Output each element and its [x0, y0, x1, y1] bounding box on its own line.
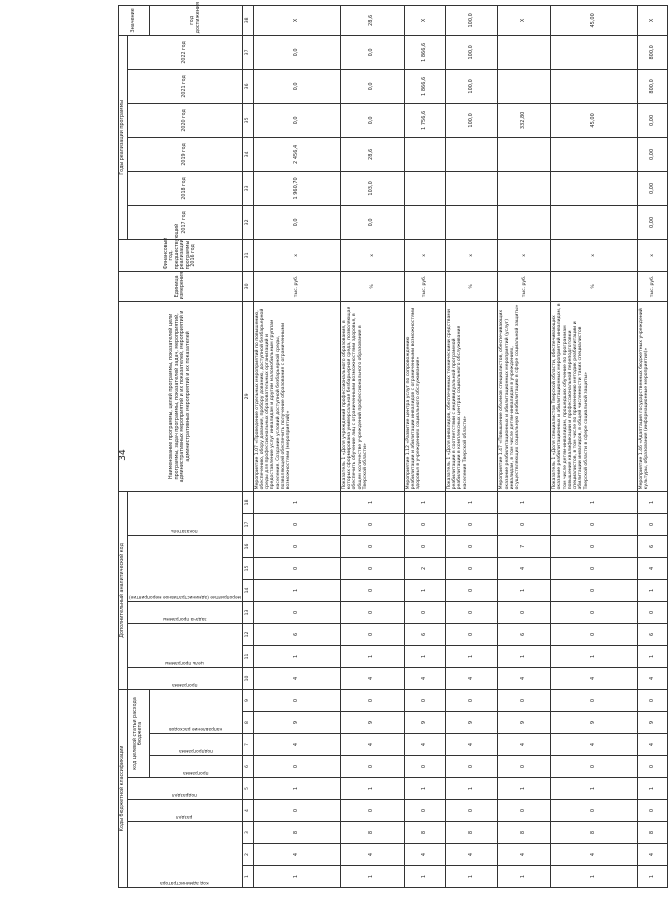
code-digit-cell: 1 — [498, 579, 551, 601]
row-2022-cell: 100,0 — [445, 35, 498, 69]
code-digit-cell: 4 — [445, 844, 498, 866]
code-digit-cell: 0 — [253, 689, 340, 711]
row-2020-cell: 1 756,6 — [404, 103, 445, 137]
subprogram-sub-header: подпрограмма — [150, 734, 242, 756]
code-digit-cell: 0 — [340, 601, 404, 623]
row-fin-year-cell: х — [638, 239, 668, 271]
year-2017-header: 2017 год — [127, 205, 242, 239]
code-digit-cell: 1 — [340, 491, 404, 513]
code-digit-cell: 1 — [445, 778, 498, 800]
code-digit-cell: 4 — [638, 734, 668, 756]
row-total-cell: Х — [498, 5, 551, 35]
code-digit-cell: 8 — [638, 822, 668, 844]
code-digit-cell: 4 — [550, 734, 637, 756]
rotated-table-wrapper — [118, 2, 655, 888]
code-digit-cell: 6 — [638, 623, 668, 645]
row-2018-cell — [445, 171, 498, 205]
year-2021-header: 2021 год — [127, 69, 242, 103]
code-digit-cell: 4 — [498, 667, 551, 689]
row-2017-cell: 0,00 — [638, 205, 668, 239]
row-name-cell: Мероприятие 1.12 «Развитие центра услуг по сопровождению реабилитации и абилитации инвалидов с ограниченными возможностями здоровья в учреждениях социального обслуживания» — [404, 301, 445, 491]
code-digit-cell: 0 — [550, 601, 637, 623]
row-unit-cell: % — [550, 271, 637, 301]
code-digit-cell: 0 — [445, 800, 498, 822]
code-digit-cell: 0 — [253, 800, 340, 822]
code-digit-cell: 0 — [253, 756, 340, 778]
row-2017-cell: 0,0 — [340, 205, 404, 239]
code-digit-cell: 0 — [340, 623, 404, 645]
table-row — [550, 5, 637, 887]
table-body — [253, 5, 667, 887]
row-2018-cell: 0,00 — [638, 171, 668, 205]
target-item-header: код целевой статьи расхода бюджета — [127, 689, 150, 777]
code-digit-cell: 0 — [253, 535, 340, 557]
row-name-cell: Показатель 1 «Доля инвалидов, обеспеченных техническими средствами реабилитации в соответствии с индивидуальной программой реабилитации в комплексных центрах социального обслуживания населения Тверской области» — [445, 301, 498, 491]
extra-code-header: Дополнительный аналитический код — [119, 491, 128, 689]
row-unit-cell: % — [445, 271, 498, 301]
code-digit-cell: 1 — [253, 645, 340, 667]
code-digit-cell: 0 — [498, 689, 551, 711]
row-2017-cell — [550, 205, 637, 239]
code-digit-cell: 4 — [404, 734, 445, 756]
row-2021-cell: 0,0 — [340, 69, 404, 103]
code-digit-cell: 0 — [253, 557, 340, 579]
row-total-cell: Х — [253, 5, 340, 35]
code-digit-cell: 4 — [498, 557, 551, 579]
code-digit-cell: 0 — [550, 557, 637, 579]
unit-header: Единица измерения — [119, 271, 243, 301]
code-digit-cell: 4 — [253, 734, 340, 756]
row-2020-cell: 100,0 — [445, 103, 498, 137]
measure-header: мероприятие (административное мероприятие) — [127, 535, 242, 601]
code-digit-cell: 1 — [498, 645, 551, 667]
code-digit-cell: 2 — [404, 557, 445, 579]
row-2019-cell: 2 456,4 — [253, 137, 340, 171]
code-digit-cell: 6 — [498, 623, 551, 645]
code-digit-cell: 0 — [445, 689, 498, 711]
row-name-cell: Мероприятие 1.46 «Адаптация государственных бюджетных учреждений культуры, образования (информационные мероприятия)» — [638, 301, 668, 491]
code-digit-cell: 1 — [638, 579, 668, 601]
code-digit-cell: 9 — [638, 712, 668, 734]
row-2018-cell: 1 960,70 — [253, 171, 340, 205]
code-digit-cell: 0 — [550, 689, 637, 711]
row-2017-cell — [498, 205, 551, 239]
row-2022-cell — [550, 35, 637, 69]
code-digit-cell: 0 — [498, 513, 551, 535]
table-row — [638, 5, 668, 887]
code-digit-cell: 0 — [498, 756, 551, 778]
code-digit-cell: 0 — [550, 800, 637, 822]
code-digit-cell: 8 — [445, 822, 498, 844]
code-digit-cell: 9 — [253, 712, 340, 734]
code-digit-cell: 0 — [340, 756, 404, 778]
row-2022-cell: 0,0 — [253, 35, 340, 69]
code-digit-cell: 8 — [498, 822, 551, 844]
row-2017-cell — [404, 205, 445, 239]
code-digit-cell: 8 — [550, 822, 637, 844]
code-digit-cell: 8 — [340, 822, 404, 844]
row-fin-year-cell: х — [404, 239, 445, 271]
year-2020-header: 2020 год — [127, 103, 242, 137]
code-digit-cell: 1 — [253, 866, 340, 888]
code-digit-cell: 0 — [445, 579, 498, 601]
code-digit-cell: 0 — [340, 579, 404, 601]
code-digit-cell: 4 — [340, 734, 404, 756]
code-digit-cell: 0 — [340, 535, 404, 557]
code-digit-cell: 9 — [445, 712, 498, 734]
code-digit-cell: 1 — [404, 778, 445, 800]
code-digit-cell: 0 — [404, 513, 445, 535]
code-digit-cell: 0 — [445, 601, 498, 623]
row-fin-year-cell: х — [340, 239, 404, 271]
budget-codes-header: Коды бюджетной классификации — [119, 689, 128, 887]
code-digit-cell: 0 — [404, 535, 445, 557]
code-digit-cell: 1 — [340, 778, 404, 800]
code-digit-cell: 0 — [404, 601, 445, 623]
code-digit-cell: 1 — [404, 491, 445, 513]
row-2017-cell: 0,0 — [253, 205, 340, 239]
code-digit-cell: 0 — [445, 623, 498, 645]
row-2021-cell: 100,0 — [445, 69, 498, 103]
code-digit-cell: 1 — [550, 491, 637, 513]
code-digit-cell: 0 — [404, 800, 445, 822]
row-2020-cell: 0,0 — [340, 103, 404, 137]
value-header: Значение — [119, 5, 150, 35]
code-digit-cell: 6 — [404, 623, 445, 645]
code-digit-cell: 0 — [550, 535, 637, 557]
row-total-cell: 28,6 — [340, 5, 404, 35]
code-digit-cell: 6 — [253, 623, 340, 645]
row-fin-year-cell: х — [445, 239, 498, 271]
row-unit-cell: тыс. руб. — [253, 271, 340, 301]
row-2017-cell — [445, 205, 498, 239]
code-digit-cell: 4 — [498, 844, 551, 866]
row-2018-cell — [404, 171, 445, 205]
code-digit-cell: 0 — [638, 601, 668, 623]
code-digit-cell: 1 — [638, 645, 668, 667]
row-2018-cell: 103,0 — [340, 171, 404, 205]
code-digit-cell: 0 — [498, 601, 551, 623]
years-header: Годы реализации программы — [119, 35, 128, 239]
row-2018-cell — [550, 171, 637, 205]
row-total-cell: 100,0 — [445, 5, 498, 35]
code-digit-cell: 0 — [638, 800, 668, 822]
row-name-cell: Мероприятие 1.07 «Проведение отдельных мероприятий по повышению, обеспечению, обору дования, пробору дованию, доступной безбарьерной среды для профессиональных образовательных организаций и предоставление услуг инвалидам и другим маломобильным группам населения. Создание условий доступной безбарьерной среды, позволяющей обеспечить получение образования с ограниченными возможностями (мероприятий)» — [253, 301, 340, 491]
table-row — [498, 5, 551, 887]
code-digit-cell: 0 — [445, 557, 498, 579]
row-2022-cell — [498, 35, 551, 69]
row-2021-cell: 0,0 — [253, 69, 340, 103]
table-row — [445, 5, 498, 887]
code-digit-cell: 9 — [340, 712, 404, 734]
row-total-cell: Х — [638, 5, 668, 35]
code-digit-cell: 1 — [550, 866, 637, 888]
row-2020-cell: 0,00 — [638, 103, 668, 137]
row-total-cell: Х — [404, 5, 445, 35]
code-digit-cell: 0 — [253, 601, 340, 623]
row-total-cell: 45,00 — [550, 5, 637, 35]
code-digit-cell: 0 — [404, 756, 445, 778]
code-digit-cell: 0 — [550, 756, 637, 778]
goal-header: цель программы — [127, 623, 242, 667]
code-digit-cell: 1 — [253, 778, 340, 800]
code-digit-cell: 4 — [253, 844, 340, 866]
code-digit-cell: 1 — [638, 778, 668, 800]
row-unit-cell: тыс. руб. — [404, 271, 445, 301]
code-digit-cell: 0 — [404, 689, 445, 711]
code-digit-cell: 1 — [445, 491, 498, 513]
program-table — [118, 2, 668, 888]
fin-year-header: Финансовый год, предшествующий реализации программы 2016 год — [119, 239, 243, 271]
code-digit-cell: 4 — [404, 667, 445, 689]
year-2022-header: 2022 год — [127, 35, 242, 69]
admin-code-header: код администратора — [127, 822, 242, 888]
table-row — [253, 5, 340, 887]
code-digit-cell: 4 — [638, 557, 668, 579]
code-digit-cell: 9 — [550, 712, 637, 734]
row-fin-year-cell: х — [550, 239, 637, 271]
code-digit-cell: 1 — [498, 491, 551, 513]
row-2019-cell — [404, 137, 445, 171]
code-digit-cell: 0 — [638, 689, 668, 711]
rotated-table-inner — [118, 2, 655, 888]
code-digit-cell: 8 — [404, 822, 445, 844]
code-digit-cell: 0 — [340, 800, 404, 822]
code-digit-cell: 1 — [404, 645, 445, 667]
row-2019-cell: 0,00 — [638, 137, 668, 171]
code-digit-cell: 0 — [445, 513, 498, 535]
code-digit-cell: 1 — [550, 645, 637, 667]
code-digit-cell: 6 — [638, 535, 668, 557]
code-digit-cell: 4 — [445, 734, 498, 756]
code-digit-cell: 0 — [550, 579, 637, 601]
program-sub-header: программа — [150, 756, 242, 778]
code-digit-cell: 1 — [550, 778, 637, 800]
row-unit-cell: тыс. руб. — [638, 271, 668, 301]
direction-sub-header: направление расходов — [150, 689, 242, 733]
row-2021-cell — [550, 69, 637, 103]
row-2019-cell — [445, 137, 498, 171]
code-digit-cell: 0 — [550, 513, 637, 535]
row-2021-cell — [498, 69, 551, 103]
row-unit-cell: % — [340, 271, 404, 301]
table-row — [340, 5, 404, 887]
row-name-cell: Показатель 1 «Доля специалистов Тверской области, обеспечивающих оказание реабилитационных и абилитационных мероприятий инвалидам, в том числе детям-инвалидам, прошедших обучение по программам повышения квалификации и профессиональной переподготовки специалистов, в том числе по применению методик реабилитации и абилитации инвалидов, в общей численности таких специалистов Тверской области в сфере социальной защиты» — [550, 301, 637, 491]
code-digit-cell: 1 — [498, 778, 551, 800]
program-code-header: программа — [127, 667, 242, 689]
code-digit-cell: 4 — [404, 844, 445, 866]
year-2019-header: 2019 год — [127, 137, 242, 171]
code-digit-cell: 0 — [638, 756, 668, 778]
table-row — [404, 5, 445, 887]
code-digit-cell: 1 — [253, 579, 340, 601]
row-2019-cell: 28,6 — [340, 137, 404, 171]
code-digit-cell: 9 — [404, 712, 445, 734]
code-digit-cell: 9 — [498, 712, 551, 734]
code-digit-cell: 0 — [445, 756, 498, 778]
row-name-cell: Показатель 1 «Доля учреждений профессионального образования, в которых сформирована универсальная безбарьерная среда, позволяющая обеспечить обучение лиц с ограниченными возможностями здоровья, в общем количестве учреждений профессионального образования в Тверской области» — [340, 301, 404, 491]
code-digit-cell: 4 — [498, 734, 551, 756]
code-digit-cell: 4 — [550, 844, 637, 866]
row-2022-cell: 1 866,6 — [404, 35, 445, 69]
year-2018-header: 2018 год — [127, 171, 242, 205]
code-digit-cell: 4 — [550, 667, 637, 689]
row-2019-cell — [498, 137, 551, 171]
row-2021-cell: 1 866,6 — [404, 69, 445, 103]
row-2020-cell: 0,0 — [253, 103, 340, 137]
code-digit-cell: 4 — [445, 667, 498, 689]
row-2022-cell: 0,0 — [340, 35, 404, 69]
code-digit-cell: 0 — [550, 623, 637, 645]
row-2019-cell — [550, 137, 637, 171]
code-digit-cell: 0 — [253, 513, 340, 535]
code-digit-cell: 8 — [253, 822, 340, 844]
code-digit-cell: 4 — [638, 844, 668, 866]
code-digit-cell: 1 — [404, 579, 445, 601]
code-digit-cell: 0 — [638, 513, 668, 535]
row-fin-year-cell: х — [498, 239, 551, 271]
code-digit-cell: 1 — [638, 491, 668, 513]
code-digit-cell: 1 — [340, 866, 404, 888]
code-digit-cell: 1 — [638, 866, 668, 888]
code-digit-cell: 4 — [340, 667, 404, 689]
row-2018-cell — [498, 171, 551, 205]
section-header: раздел — [127, 800, 242, 822]
code-digit-cell: 1 — [498, 866, 551, 888]
code-digit-cell: 4 — [340, 844, 404, 866]
year-final-header: год достижения — [150, 5, 242, 35]
row-name-cell: Мероприятие 1.47 «Повышение объемов специалистов, обеспечивающих оказание реабилитационных и абилитационных мероприятий (услуг) инвалидам, в том числе детям-инвалидам в учреждениях, осуществляющих социальную реабилитацию в сфере социальной защиты» — [498, 301, 551, 491]
row-2020-cell: 332,80 — [498, 103, 551, 137]
code-digit-cell: 4 — [638, 667, 668, 689]
page-number: 34 — [118, 449, 128, 461]
column-numbers-row: 1 2 3 4 5 6 7 8 9 10 11 12 13 14 15 16 17 18 29 30 31 32 33 34 35 36 37 38 — [242, 5, 253, 887]
code-digit-cell: 1 — [253, 491, 340, 513]
row-2020-cell: 45,00 — [550, 103, 637, 137]
code-digit-cell: 0 — [340, 513, 404, 535]
code-digit-cell: 0 — [340, 557, 404, 579]
row-fin-year-cell: х — [253, 239, 340, 271]
name-header: Наименование программы, целей программы, показателей цели программы, задач программы, показателей задач, мероприятий, административных мероприятий и их показателей, мероприятий и административных мероприятий и их показателей — [119, 301, 243, 491]
code-digit-cell: 1 — [445, 645, 498, 667]
row-2021-cell: 800,0 — [638, 69, 668, 103]
code-digit-cell: 1 — [340, 645, 404, 667]
code-digit-cell: 7 — [498, 535, 551, 557]
row-2022-cell: 800,0 — [638, 35, 668, 69]
code-digit-cell: 0 — [498, 800, 551, 822]
indicator-header: показатель — [127, 491, 242, 535]
subsection-header: подраздел — [127, 778, 242, 800]
code-digit-cell: 0 — [445, 535, 498, 557]
row-unit-cell: тыс. руб. — [498, 271, 551, 301]
code-digit-cell: 4 — [253, 667, 340, 689]
code-digit-cell: 0 — [340, 689, 404, 711]
code-digit-cell: 1 — [404, 866, 445, 888]
code-digit-cell: 1 — [445, 866, 498, 888]
task-header: задача программы — [127, 601, 242, 623]
